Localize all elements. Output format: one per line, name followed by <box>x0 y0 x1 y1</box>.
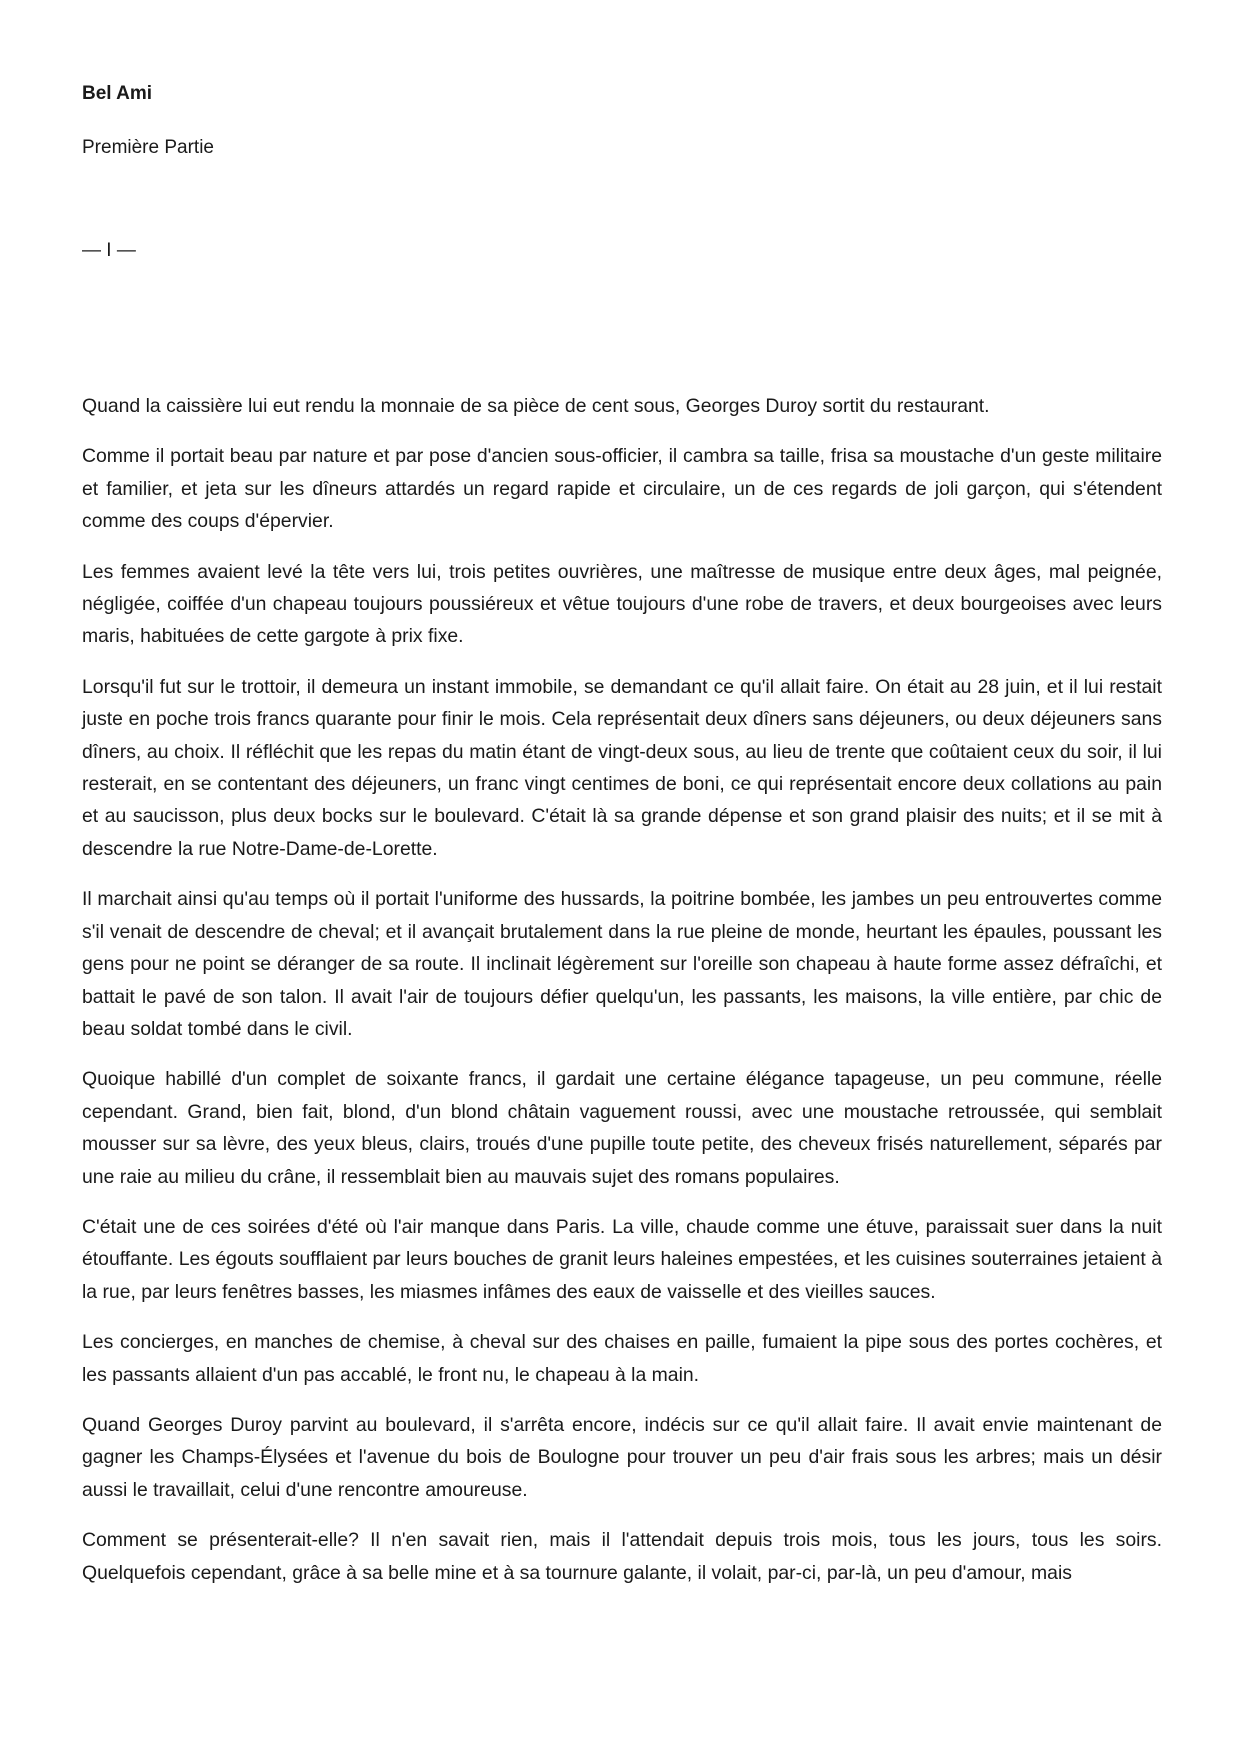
paragraph: Comment se présenterait-elle? Il n'en savait rien, mais il l'attendait depuis trois mois, tous les jours, tous les soirs. Quelquefois cependant, grâce à sa belle mine et à sa tournure galante, il volait, par-ci, par-là, un peu d'amour, mais <box>82 1529 1162 1584</box>
paragraph: Les femmes avaient levé la tête vers lui, trois petites ouvrières, une maîtresse de musique entre deux âges, mal peignée, négligée, coiffée d'un chapeau toujours poussiéreux et vêtue toujours d'une robe de travers, et deux bourgeoises avec leurs maris, habituées de cette gargote à prix fixe. <box>82 560 1162 648</box>
paragraph: Quoique habillé d'un complet de soixante francs, il gardait une certaine élégance tapageuse, un peu commune, réelle cependant. Grand, bien fait, blond, d'un blond châtain vaguement roussi, avec une moustache retroussée, qui semblait mousser sur sa lèvre, des yeux bleus, clairs, troués d'une pupille toute petite, des cheveux frisés naturellement, séparés par une raie au milieu du crâne, il ressemblait bien au mauvais sujet des romans populaires. <box>82 1068 1162 1188</box>
paragraph: Les concierges, en manches de chemise, à cheval sur des chaises en paille, fumaient la pipe sous des portes cochères, et les passants allaient d'un pas accablé, le front nu, le chapeau à la main. <box>82 1331 1162 1386</box>
paragraph: C'était une de ces soirées d'été où l'air manque dans Paris. La ville, chaude comme une étuve, paraissait suer dans la nuit étouffante. Les égouts soufflaient par leurs bouches de granit leurs haleines empestées, et les cuisines souterraines jetaient à la rue, par leurs fenêtres basses, les miasmes infâmes des eaux de vaisselle et des vieilles sauces. <box>82 1215 1162 1303</box>
paragraph: Quand Georges Duroy parvint au boulevard, il s'arrêta encore, indécis sur ce qu'il allait faire. Il avait envie maintenant de gagner les Champs-Élysées et l'avenue du bois de Boulogne pour trouver un peu d'air frais sous les arbres; mais un désir aussi le travaillait, celui d'une rencontre amoureuse. <box>82 1413 1162 1501</box>
paragraph: Lorsqu'il fut sur le trottoir, il demeura un instant immobile, se demandant ce qu'il allait faire. On était au 28 juin, et il lui restait juste en poche trois francs quarante pour finir le mois. Cela représentait deux dîners sans déjeuners, ou deux déjeuners sans dîners, au choix. Il réfléchit que les repas du matin étant de vingt-deux sous, au lieu de trente que coûtaient ceux du soir, il lui resterait, en se contentant des déjeuners, un franc vingt centimes de boni, ce qui représentait encore deux collations au pain et au saucisson, plus deux bocks sur le boulevard. C'était là sa grande dépense et son grand plaisir des nuits; et il se mit à descendre la rue Notre-Dame-de-Lorette. <box>82 675 1162 860</box>
paragraph: Quand la caissière lui eut rendu la monnaie de sa pièce de cent sous, Georges Duroy sortit du restaurant. <box>82 395 990 417</box>
chapter-heading: — I — <box>82 240 136 261</box>
chapter-body <box>82 390 1162 1607</box>
part-title: Première Partie <box>82 137 214 158</box>
paragraph: Comme il portait beau par nature et par pose d'ancien sous-officier, il cambra sa taille, frisa sa moustache d'un geste militaire et familier, et jeta sur les dîneurs attardés un regard rapide et circulaire, un de ces regards de joli garçon, qui s'étendent comme des coups d'épervier. <box>82 445 1162 533</box>
paragraph: Il marchait ainsi qu'au temps où il portait l'uniforme des hussards, la poitrine bombée, les jambes un peu entrouvertes comme s'il venait de descendre de cheval; et il avançait brutalement dans la rue pleine de monde, heurtant les épaules, poussant les gens pour ne point se déranger de sa route. Il inclinait légèrement sur l'oreille son chapeau à haute forme assez défraîchi, et battait le pavé de son talon. Il avait l'air de toujours défier quelqu'un, les passants, les maisons, la ville entière, par chic de beau soldat tombé dans le civil. <box>82 888 1162 1040</box>
book-title: Bel Ami <box>82 83 153 104</box>
